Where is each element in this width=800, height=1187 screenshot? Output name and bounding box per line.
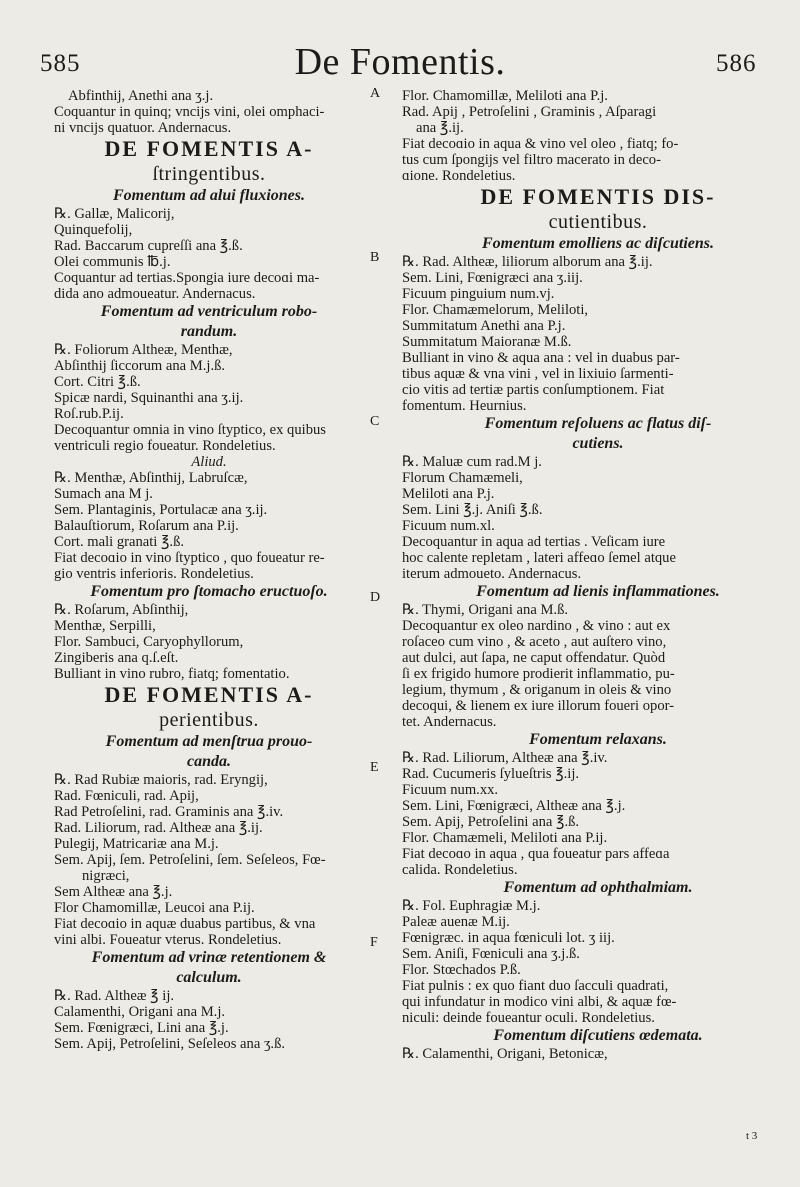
recipe-title: Fomentum pro ſtomacho eructuoſo. xyxy=(90,583,328,600)
text-line: ℞. Rad. Altheæ, liliorum alborum ana ℥.ij. xyxy=(402,254,653,270)
signature-mark: t 3 xyxy=(746,1130,758,1142)
text-line: calida. Rondeletius. xyxy=(402,862,518,878)
right-column xyxy=(402,88,794,1062)
text-line: Flor. Chamæmeli, Meliloti ana P.ij. xyxy=(402,830,608,846)
text-line: vini albi. Foueatur vterus. Rondeletius. xyxy=(54,932,282,948)
text-line: fomentum. Heurnius. xyxy=(402,398,527,414)
section-heading: DE FOMENTIS A- xyxy=(104,136,314,161)
text-line: Ficuum num.xx. xyxy=(402,782,499,798)
text-line: roſaceo cum vino , & aceto , aut auſtero vino, xyxy=(402,634,667,650)
text-line: Coquantur ad tertias.Spongia iure decoɑi ma- xyxy=(54,270,320,286)
section-heading: cutientibus. xyxy=(548,211,648,233)
text-line: Decoquantur omnia in vino ſtyptico, ex quibus xyxy=(54,422,326,438)
recipe-title: Fomentum ad alui fluxiones. xyxy=(112,187,306,204)
text-line: Sem. Apij, Petroſelini, Seſeleos ana ʒ.ß. xyxy=(54,1036,286,1052)
recipe-title: Fomentum ad vrinæ retentionem & xyxy=(91,949,327,966)
page-header xyxy=(0,40,800,88)
margin-letter-f: F xyxy=(370,935,378,950)
text-line: Flor. Sambuci, Caryophyllorum, xyxy=(54,634,244,650)
text-line: ventriculi regio foueatur. Rondeletius. xyxy=(54,438,276,454)
text-line: Meliloti ana P.j. xyxy=(402,486,495,502)
text-line: iterum admoueto. Andernacus. xyxy=(402,566,582,582)
text-line: ℞. Roſarum, Abſinthij, xyxy=(54,602,189,618)
text-line: Ficuum pinguium num.vj. xyxy=(402,286,555,302)
text-line: Flor Chamomillæ, Leucoi ana P.ij. xyxy=(54,900,255,916)
text-line: Fiat decoɑo in aqua , qua foueatur pars affeɑa xyxy=(402,846,670,862)
text-line: Rad. Cucumeris ſylueſtris ℥.ij. xyxy=(402,766,580,782)
text-line: Fiat pulnis : ex quo fiant duo ſacculi quadrati, xyxy=(402,978,669,994)
text-line: ni vncijs quatuor. Andernacus. xyxy=(54,120,232,136)
recipe-title: Fomentum diſcutiens œdemata. xyxy=(493,1027,703,1044)
text-line: ſi ex frigido humore prodierit inflammatio, pu- xyxy=(402,666,675,682)
text-line: ℞. Rad. Altheæ ℥ ij. xyxy=(54,988,175,1004)
text-line: ℞. Calamenthi, Origani, Betonicæ, xyxy=(402,1046,608,1062)
text-line: ℞. Menthæ, Abſinthij, Labruſcæ, xyxy=(54,470,248,486)
left-column xyxy=(54,88,364,1052)
text-line: ℞. Maluæ cum rad.M j. xyxy=(402,454,542,470)
recipe-title: Fomentum ad menſtrua prouo- xyxy=(105,733,313,750)
text-line: gio ventris inferioris. Rondeletius. xyxy=(54,566,254,582)
text-line: Sem. Apij, ſem. Petroſelini, ſem. Seſeleos, Fœ- xyxy=(54,852,326,868)
text-line: Pulegij, Matricariæ ana M.j. xyxy=(54,836,219,852)
recipe-title: Fomentum ad ventriculum robo- xyxy=(100,303,318,320)
text-line: Rad. Apij , Petroſelini , Graminis , Aſparagi xyxy=(402,104,657,120)
page-number-right: 586 xyxy=(716,50,757,77)
text-line: nigræci, xyxy=(82,868,130,884)
section-heading: DE FOMENTIS A- xyxy=(104,682,314,707)
text-line: Sem. Lini, Fœnigræci, Altheæ ana ℥.j. xyxy=(402,798,626,814)
text-line: ℞. Gallæ, Malicorij, xyxy=(54,206,175,222)
page-number-left: 585 xyxy=(40,50,81,77)
text-line: Spicæ nardi, Squinanthi ana ʒ.ij. xyxy=(54,390,244,406)
recipe-title: Fomentum reſoluens ac flatus diſ- xyxy=(484,415,712,432)
text-line: Flor. Chamæmelorum, Meliloti, xyxy=(402,302,589,318)
text-line: tet. Andernacus. xyxy=(402,714,497,730)
recipe-title: randum. xyxy=(180,323,238,340)
margin-letter-d: D xyxy=(370,590,381,605)
text-line: Sem. Lini ℥.j. Aniſi ℥.ß. xyxy=(402,502,543,518)
text-line: cio vitis ad tertiæ partis conſumptionem. Fiat xyxy=(402,382,665,398)
running-title: De Fomentis. xyxy=(294,41,506,83)
text-line: Sem. Apij, Petroſelini ana ℥.ß. xyxy=(402,814,580,830)
text-line: Decoquantur in aqua ad tertias . Veſicam iure xyxy=(402,534,666,550)
margin-letter-b: B xyxy=(370,250,380,265)
text-line: Ficuum num.xl. xyxy=(402,518,495,534)
recipe-title: Fomentum ad lienis inflammationes. xyxy=(476,583,720,600)
text-line: tus cum ſpongijs vel filtro macerato in deco- xyxy=(402,152,661,168)
text-line: Summitatum Maioranæ M.ß. xyxy=(402,334,572,350)
text-line: Sumach ana M j. xyxy=(54,486,153,502)
text-line: Paleæ auenæ M.ij. xyxy=(402,914,510,930)
text-line: Decoquantur ex oleo nardino , & vino : aut ex xyxy=(402,618,671,634)
text-line: Rad. Fœniculi, rad. Apij, xyxy=(54,788,199,804)
text-line: ɑione. Rondeletius. xyxy=(402,168,516,184)
text-line: Sem. Fœnigræci, Lini ana ℥.j. xyxy=(54,1020,229,1036)
text-line: ℞. Fol. Euphragiæ M.j. xyxy=(402,898,541,914)
recipe-title: calculum. xyxy=(176,969,242,986)
text-line: Florum Chamæmeli, xyxy=(402,470,523,486)
text-line: ℞. Rad Rubiæ maioris, rad. Eryngij, xyxy=(54,772,268,788)
text-line: Zingiberis ana q.ſ.eſt. xyxy=(54,650,179,666)
text-line: Sem. Aniſi, Fœniculi ana ʒ.j.ß. xyxy=(402,946,580,962)
text-line: Fœnigræc. in aqua fœniculi lot. ʒ iij. xyxy=(402,930,615,946)
text-line: qui infundatur in modico vini albi, & aquæ fœ- xyxy=(402,994,677,1010)
margin-letter-e: E xyxy=(370,760,379,775)
text-line: Rad. Baccarum cupreſſi ana ℥.ß. xyxy=(54,238,243,254)
recipe-title: canda. xyxy=(187,753,231,770)
text-line: Quinquefolij, xyxy=(54,222,133,238)
text-line: dida ano admoueatur. Andernacus. xyxy=(54,286,256,302)
text-line: Summitatum Anethi ana P.j. xyxy=(402,318,566,334)
margin-letter-c: C xyxy=(370,414,380,429)
recipe-title: cutiens. xyxy=(572,435,624,452)
text-line: niculi: deinde foueantur oculi. Rondeletius. xyxy=(402,1010,655,1026)
text-line: Olei communis ℔.j. xyxy=(54,254,171,270)
text-line: legium, thymum , & origanum in oleis & vino xyxy=(402,682,672,698)
recipe-title: Fomentum emolliens ac diſcutiens. xyxy=(481,235,714,252)
text-line: Calamenthi, Origani ana M.j. xyxy=(54,1004,226,1020)
text-line: tibus aquæ & vna vini , vel in lixiuio ſarmenti- xyxy=(402,366,674,382)
text-line: Roſ.rub.P.ij. xyxy=(54,406,124,422)
text-line: Flor. Stœchados P.ß. xyxy=(402,962,521,978)
section-heading: DE FOMENTIS DIS- xyxy=(480,184,716,209)
text-line: Fiat decoɑio in vino ſtyptico , quo foueatur re- xyxy=(54,550,325,566)
text-line: Sem. Lini, Fœnigræci ana ʒ.iij. xyxy=(402,270,583,286)
text-line: aut dulci, aut ſapa, ne caput offendatur. Quòd xyxy=(402,650,666,666)
recipe-title: Aliud. xyxy=(191,454,227,470)
recipe-title: Fomentum relaxans. xyxy=(529,731,667,748)
text-line: Rad. Liliorum, rad. Altheæ ana ℥.ij. xyxy=(54,820,263,836)
text-line: Fiat decoɑio in aquæ duabus partibus, & vna xyxy=(54,916,316,932)
section-heading: perientibus. xyxy=(159,709,259,731)
text-line: Sem Altheæ ana ℥.j. xyxy=(54,884,173,900)
section-heading: ſtringentibus. xyxy=(152,163,266,185)
text-line: Coquantur in quinq; vncijs vini, olei omphaci- xyxy=(54,104,325,120)
text-line: Menthæ, Serpilli, xyxy=(54,618,156,634)
text-line: ℞. Foliorum Altheæ, Menthæ, xyxy=(54,342,233,358)
text-line: Fiat decoɑio in aqua & vino vel oleo , fiatq; fo- xyxy=(402,136,679,152)
recipe-title: Fomentum ad ophthalmiam. xyxy=(503,879,693,896)
text-line: Abfinthij, Anethi ana ʒ.j. xyxy=(68,88,214,104)
text-line: Flor. Chamomillæ, Meliloti ana P.j. xyxy=(402,88,608,104)
text-line: Sem. Plantaginis, Portulacæ ana ʒ.ij. xyxy=(54,502,268,518)
text-line: ℞. Rad. Liliorum, Altheæ ana ℥.iv. xyxy=(402,750,608,766)
text-line: Bulliant in vino rubro, fiatq; fomentatio. xyxy=(54,666,290,682)
text-line: Bulliant in vino & aqua ana : vel in duabus par- xyxy=(402,350,680,366)
text-line: Abſinthij ſiccorum ana M.j.ß. xyxy=(54,358,226,374)
margin-letter-a: A xyxy=(370,86,381,101)
text-line: Rad Petroſelini, rad. Graminis ana ℥.iv. xyxy=(54,804,284,820)
text-line: Balauſtiorum, Roſarum ana P.ij. xyxy=(54,518,239,534)
text-line: ℞. Thymi, Origani ana M.ß. xyxy=(402,602,569,618)
text-line: ana ℥.ij. xyxy=(416,120,464,136)
text-line: Cort. Citri ℥.ß. xyxy=(54,374,141,390)
text-line: hoc calente repletam , lateri affeɑo ſemel atque xyxy=(402,550,676,566)
text-line: Cort. mali granati ℥.ß. xyxy=(54,534,185,550)
text-line: decoqui, & lienem ex iure illorum foueri opor- xyxy=(402,698,675,714)
